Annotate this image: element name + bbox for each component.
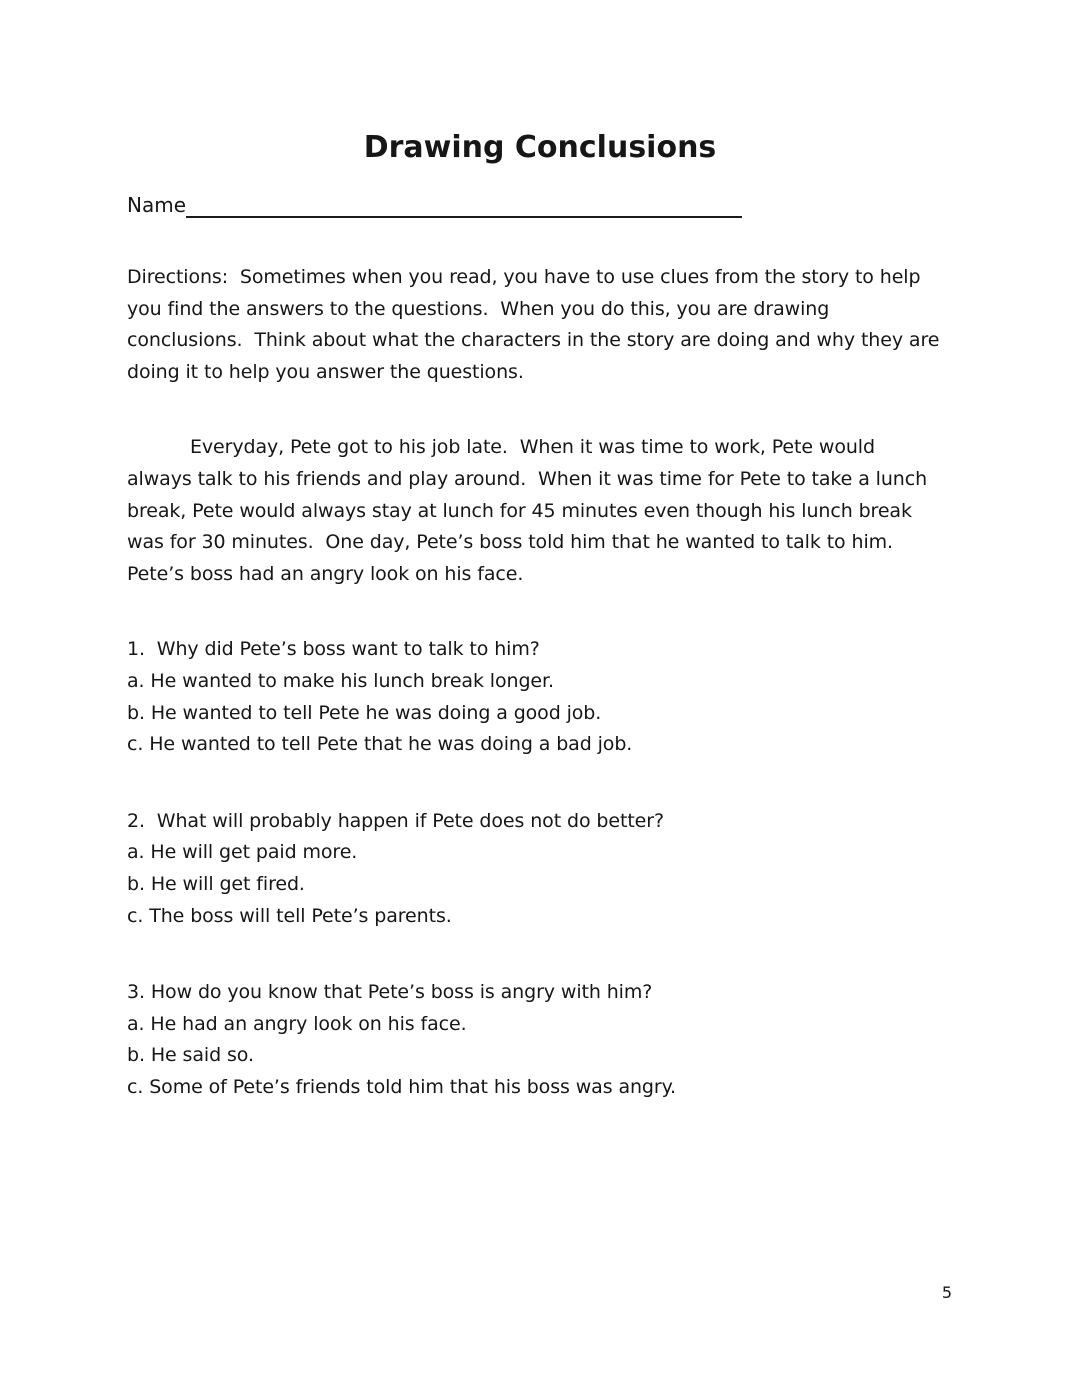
question-2-prompt: 2. What will probably happen if Pete does not do better? — [127, 809, 664, 832]
page-number: 5 — [941, 1283, 952, 1302]
name-underline — [186, 194, 742, 218]
directions-paragraph: Directions: Sometimes when you read, you have to use clues from the story to help you find the answers to the questions. When you do this, you are drawing conclusions. Think about what the characters in the story are doing and why they are doing it to help you answer the questions. — [127, 266, 946, 383]
question-3-prompt: 3. How do you know that Pete’s boss is angry with him? — [127, 981, 653, 1004]
question-3 — [127, 977, 945, 1103]
question-2-option-a: a. He will get paid more. — [127, 841, 358, 864]
question-3-option-b: b. He said so. — [127, 1044, 254, 1067]
question-1-option-c: c. He wanted to tell Pete that he was doing a bad job. — [127, 733, 633, 756]
story-paragraph: Everyday, Pete got to his job late. When it was time to work, Pete would always talk to his friends and play around. When it was time for Pete to take a lunch break, Pete would always stay at lunch for 45 minutes even though his lunch break was for 30 minutes. One day, Pete’s boss told him that he wanted to talk to him. Pete’s boss had an angry look on his face. — [127, 436, 933, 585]
worksheet-body — [127, 190, 945, 1148]
question-2-option-c: c. The boss will tell Pete’s parents. — [127, 904, 452, 927]
question-1-prompt: 1. Why did Pete’s boss want to talk to him? — [127, 638, 540, 661]
name-label: Name — [127, 193, 187, 217]
question-1-option-a: a. He wanted to make his lunch break longer. — [127, 669, 554, 692]
question-3-option-c: c. Some of Pete’s friends told him that his boss was angry. — [127, 1075, 676, 1098]
page-title: Drawing Conclusions — [363, 130, 717, 165]
question-1-option-b: b. He wanted to tell Pete he was doing a good job. — [127, 701, 602, 724]
question-2 — [127, 806, 945, 932]
question-1 — [127, 634, 945, 760]
question-2-option-b: b. He will get fired. — [127, 872, 305, 895]
question-3-option-a: a. He had an angry look on his face. — [127, 1012, 467, 1035]
name-row — [127, 190, 945, 218]
